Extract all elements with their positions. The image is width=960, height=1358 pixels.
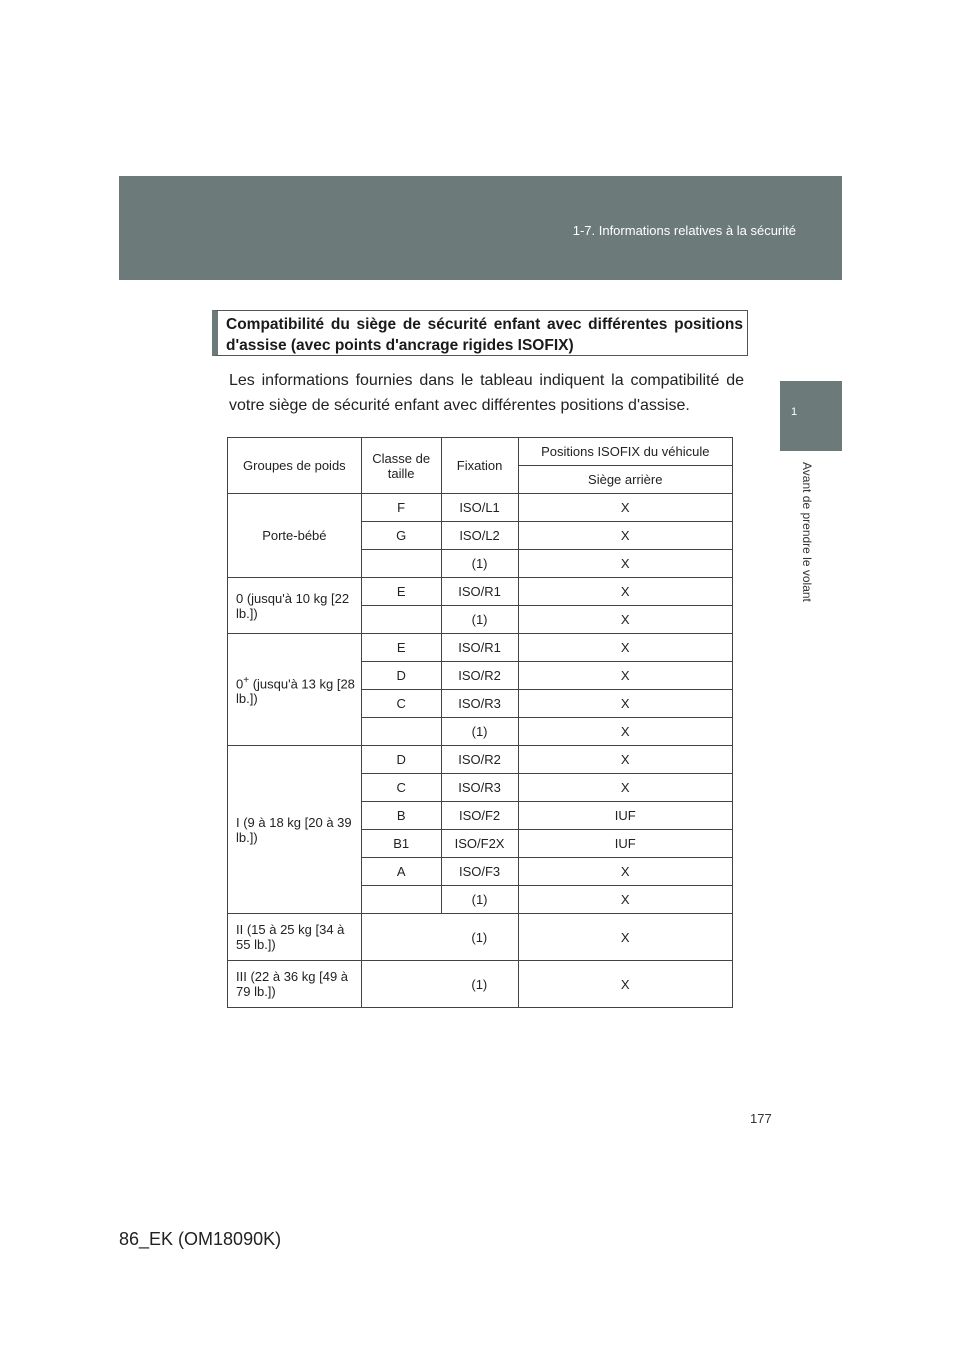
- table-row: [228, 634, 733, 662]
- rear-seat-cell: X: [518, 634, 732, 662]
- rear-seat-cell: X: [518, 961, 732, 1008]
- header-fixation: Fixation: [441, 438, 518, 494]
- fixation-cell: ISO/F3: [441, 858, 518, 886]
- rear-seat-cell: X: [518, 494, 732, 522]
- fixation-cell: ISO/L1: [441, 494, 518, 522]
- page-number: 177: [750, 1111, 772, 1126]
- intro-paragraph: Les informations fournies dans le tableau indiquent la compatibilité de votre siège de sécurité enfant avec différentes positions d'assise.: [229, 372, 744, 414]
- fixation-cell: ISO/R3: [441, 690, 518, 718]
- size-class-cell: E: [361, 634, 441, 662]
- fixation-cell: ISO/R2: [441, 746, 518, 774]
- weight-group-cell: Porte-bébé: [228, 494, 362, 578]
- header-band: [119, 176, 842, 280]
- size-class-cell: C: [361, 690, 441, 718]
- fixation-cell: ISO/F2: [441, 802, 518, 830]
- side-label-text: Avant de prendre le volant: [800, 462, 814, 602]
- fixation-cell: (1): [441, 718, 518, 746]
- rear-seat-cell: X: [518, 774, 732, 802]
- fixation-cell: ISO/R1: [441, 578, 518, 606]
- fixation-cell: ISO/L2: [441, 522, 518, 550]
- weight-group-cell: II (15 à 25 kg [34 à 55 lb.]): [228, 914, 362, 961]
- size-class-cell: D: [361, 746, 441, 774]
- size-class-cell: G: [361, 522, 441, 550]
- table-row: [228, 914, 733, 961]
- size-class-cell: B1: [361, 830, 441, 858]
- size-class-cell: [361, 961, 441, 1008]
- section-heading: Compatibilité du siège de sécurité enfant avec différentes positions d'assise (avec points d'ancrage rigides ISOFIX): [212, 310, 748, 356]
- rear-seat-cell: X: [518, 522, 732, 550]
- size-class-cell: C: [361, 774, 441, 802]
- rear-seat-cell: X: [518, 606, 732, 634]
- rear-seat-cell: X: [518, 914, 732, 961]
- size-class-cell: F: [361, 494, 441, 522]
- group-label-main: 0: [236, 676, 244, 692]
- table-row: [228, 578, 733, 606]
- rear-seat-cell: X: [518, 690, 732, 718]
- header-group: Groupes de poids: [228, 438, 362, 494]
- size-class-cell: A: [361, 858, 441, 886]
- weight-group-cell: [228, 634, 362, 746]
- fixation-cell: ISO/R2: [441, 662, 518, 690]
- fixation-cell: ISO/F2X: [441, 830, 518, 858]
- header-section-title: 1-7. Informations relatives à la sécurité: [572, 223, 796, 238]
- fixation-cell: (1): [441, 914, 518, 961]
- rear-seat-cell: X: [518, 578, 732, 606]
- table-row: [228, 494, 733, 522]
- size-class-cell: [361, 886, 441, 914]
- fixation-cell: (1): [441, 606, 518, 634]
- rear-seat-cell: X: [518, 886, 732, 914]
- side-label: [800, 462, 814, 632]
- rear-seat-cell: X: [518, 550, 732, 578]
- size-class-cell: [361, 606, 441, 634]
- header-positions: Positions ISOFIX du véhicule: [518, 438, 732, 466]
- group-label-rest: (jusqu'à 13 kg [28 lb.]): [236, 676, 355, 707]
- header-size-class: Classe de taille: [361, 438, 441, 494]
- rear-seat-cell: X: [518, 858, 732, 886]
- rear-seat-cell: X: [518, 746, 732, 774]
- weight-group-cell: I (9 à 18 kg [20 à 39 lb.]): [228, 746, 362, 914]
- fixation-cell: ISO/R3: [441, 774, 518, 802]
- rear-seat-cell: X: [518, 718, 732, 746]
- table-row: [228, 746, 733, 774]
- size-class-cell: B: [361, 802, 441, 830]
- size-class-cell: E: [361, 578, 441, 606]
- group-label-superscript: +: [243, 674, 250, 686]
- fixation-cell: ISO/R1: [441, 634, 518, 662]
- rear-seat-cell: IUF: [518, 802, 732, 830]
- fixation-cell: (1): [441, 961, 518, 1008]
- size-class-cell: [361, 914, 441, 961]
- weight-group-cell: 0 (jusqu'à 10 kg [22 lb.]): [228, 578, 362, 634]
- table-row: [228, 961, 733, 1008]
- header-rear-seat: Siège arrière: [518, 466, 732, 494]
- compatibility-table: [227, 437, 733, 1008]
- rear-seat-cell: X: [518, 662, 732, 690]
- document-code: 86_EK (OM18090K): [119, 1229, 282, 1249]
- side-tab-number: 1: [791, 406, 798, 418]
- side-tab: [780, 381, 842, 451]
- size-class-cell: D: [361, 662, 441, 690]
- size-class-cell: [361, 550, 441, 578]
- rear-seat-cell: IUF: [518, 830, 732, 858]
- fixation-cell: (1): [441, 886, 518, 914]
- table-header-row: [228, 438, 733, 466]
- fixation-cell: (1): [441, 550, 518, 578]
- weight-group-cell: III (22 à 36 kg [49 à 79 lb.]): [228, 961, 362, 1008]
- size-class-cell: [361, 718, 441, 746]
